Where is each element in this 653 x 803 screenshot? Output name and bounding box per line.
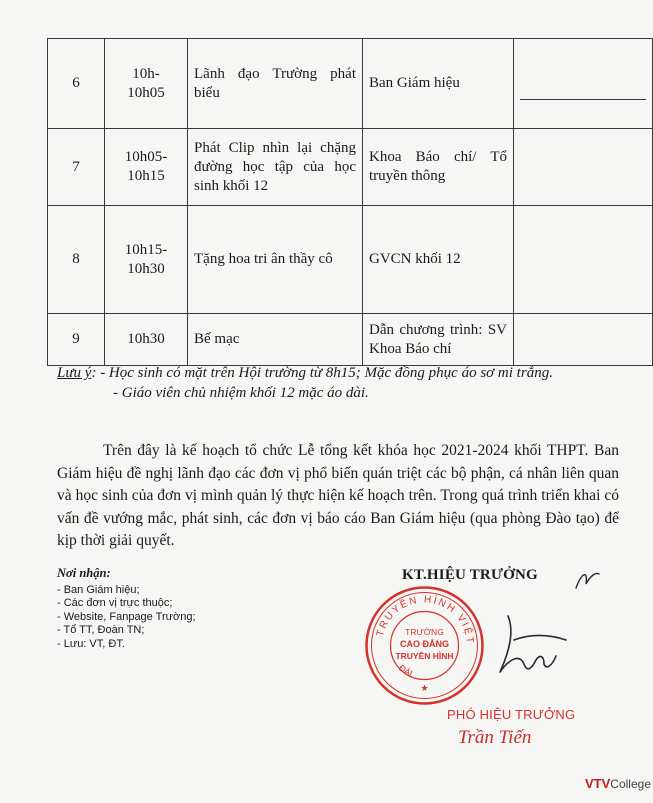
row-owner: Ban Giám hiệu [363, 39, 514, 129]
row-time: 10h15- 10h30 [105, 206, 188, 314]
watermark-suffix: College [610, 777, 651, 791]
row-time: 10h30 [105, 314, 188, 366]
row-number: 8 [48, 206, 105, 314]
row-owner: GVCN khối 12 [363, 206, 514, 314]
row-activity: Tặng hoa tri ân thầy cô [188, 206, 363, 314]
recipients-heading: Nơi nhận: [57, 566, 111, 580]
signature-mark-icon [572, 566, 602, 596]
seal-line-2: CAO ĐẲNG [400, 639, 449, 649]
signature-role: PHÓ HIỆU TRƯỞNG [447, 707, 576, 722]
watermark-brand: VTV [585, 776, 611, 791]
recipients-block [57, 567, 287, 651]
note-line-1: - Học sinh có mặt trên Hội trường từ 8h15; Mặc đồng phục áo sơ mi trắng. [100, 365, 553, 381]
watermark [585, 776, 651, 791]
official-seal [362, 583, 487, 708]
seal-line-1: TRƯỜNG [405, 627, 444, 637]
recipient-item: - Lưu: VT, ĐT. [57, 637, 125, 650]
table-row [48, 129, 653, 206]
row-activity: Phát Clip nhìn lại chặng đường học tập của học sinh khối 12 [188, 129, 363, 206]
recipient-item: - Các đơn vị trực thuộc; [57, 597, 173, 609]
recipient-item: - Tổ TT, Đoàn TN; [57, 624, 145, 636]
row-activity: Bế mạc [188, 314, 363, 366]
table-row [48, 314, 653, 366]
recipient-item: - Ban Giám hiệu; [57, 583, 140, 596]
row-note [514, 39, 653, 129]
row-number: 7 [48, 129, 105, 206]
row-note [514, 314, 653, 366]
notes-label: Lưu ý [57, 365, 92, 381]
row-number: 9 [48, 314, 105, 366]
signature-title: KT.HIỆU TRƯỞNG [402, 567, 538, 583]
schedule-table [47, 38, 653, 366]
handwritten-signature [470, 610, 580, 690]
row-activity: Lãnh đạo Trường phát biểu [188, 39, 363, 129]
row-number: 6 [48, 39, 105, 129]
row-owner: Khoa Báo chí/ Tổ truyền thông [363, 129, 514, 206]
seal-bottom-arc: ĐÀI [396, 662, 414, 679]
notes-block: Lưu ý: - Học sinh có mặt trên Hội trường từ 8h15; Mặc đồng phục áo sơ mi trắng. - Giáo viên chủ nhiệm khối 12 mặc áo dài. [57, 363, 617, 403]
table-row [48, 206, 653, 314]
seal-top-arc: TRUYỀN HÌNH VIỆT [374, 594, 476, 646]
row-owner: Dẫn chương trình: SV Khoa Báo chí [363, 314, 514, 366]
seal-line-3: TRUYỀN HÌNH [395, 651, 454, 661]
row-note [514, 129, 653, 206]
table-row [48, 39, 653, 129]
row-time: 10h05- 10h15 [105, 129, 188, 206]
row-time: 10h- 10h05 [105, 39, 188, 129]
note-line-2: - Giáo viên chủ nhiệm khối 12 mặc áo dài. [113, 385, 369, 401]
closing-paragraph: Trên đây là kế hoạch tổ chức Lễ tổng kết khóa học 2021-2024 khối THPT. Ban Giám hiệu đề nghị lãnh đạo các đơn vị phổ biến quán triệt các bộ phận, cá nhân liên quan và học sinh của đơn vị mình quản lý thực hiện kế hoạch trên. Trong quá trình triển khai có vấn đề vướng mắc, phát sinh, các đơn vị báo cáo Ban Giám hiệu (qua phòng Đào tạo) để kịp thời giải quyết. [57, 442, 619, 549]
row-note [514, 206, 653, 314]
recipient-item: - Website, Fanpage Trường; [57, 610, 196, 623]
seal-star-icon: ★ [420, 683, 429, 693]
signature-name: Trần Tiến [458, 727, 532, 748]
